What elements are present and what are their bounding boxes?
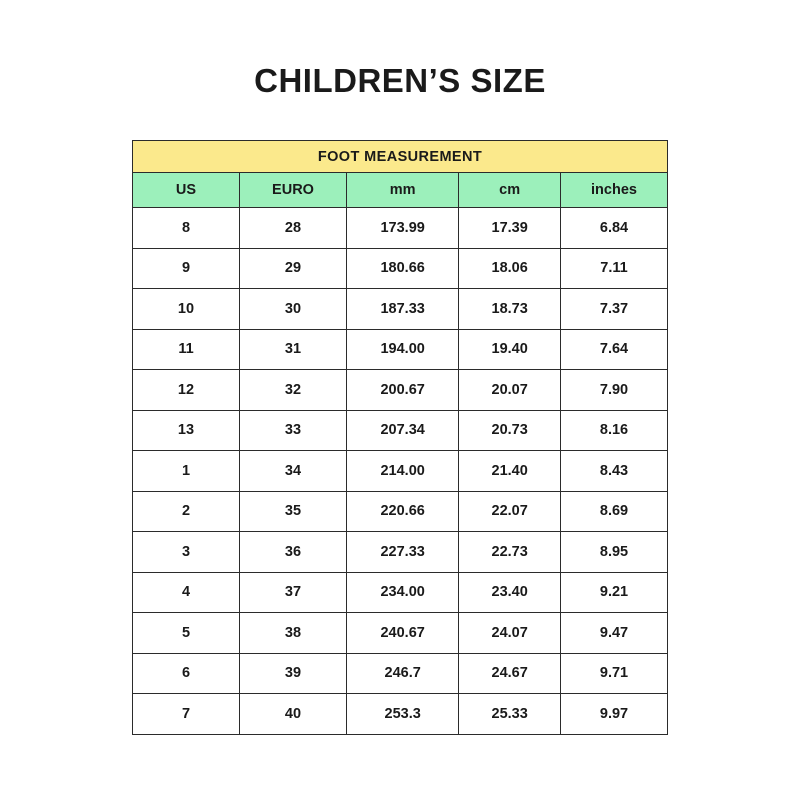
cell-mm: 234.00	[347, 572, 459, 613]
cell-mm: 187.33	[347, 289, 459, 330]
cell-euro: 35	[240, 491, 347, 532]
cell-us: 8	[133, 208, 240, 249]
foot-measurement-table	[132, 140, 668, 735]
cell-euro: 38	[240, 613, 347, 654]
cell-inches: 7.64	[560, 329, 667, 370]
cell-euro: 40	[240, 694, 347, 735]
column-header-inches: inches	[560, 173, 667, 208]
cell-cm: 20.07	[459, 370, 561, 411]
table-head	[133, 141, 668, 208]
table-row	[133, 410, 668, 451]
cell-mm: 207.34	[347, 410, 459, 451]
cell-mm: 227.33	[347, 532, 459, 573]
table-row	[133, 370, 668, 411]
cell-us: 4	[133, 572, 240, 613]
table-row	[133, 289, 668, 330]
cell-inches: 8.43	[560, 451, 667, 492]
cell-us: 3	[133, 532, 240, 573]
cell-mm: 240.67	[347, 613, 459, 654]
table-header-row	[133, 173, 668, 208]
cell-cm: 20.73	[459, 410, 561, 451]
cell-us: 11	[133, 329, 240, 370]
cell-mm: 194.00	[347, 329, 459, 370]
table-row	[133, 694, 668, 735]
cell-inches: 9.47	[560, 613, 667, 654]
cell-euro: 34	[240, 451, 347, 492]
size-table-container	[132, 140, 668, 735]
cell-inches: 6.84	[560, 208, 667, 249]
cell-cm: 19.40	[459, 329, 561, 370]
table-row	[133, 532, 668, 573]
cell-inches: 9.21	[560, 572, 667, 613]
cell-us: 12	[133, 370, 240, 411]
cell-mm: 220.66	[347, 491, 459, 532]
cell-mm: 200.67	[347, 370, 459, 411]
cell-euro: 39	[240, 653, 347, 694]
cell-cm: 22.73	[459, 532, 561, 573]
cell-cm: 24.67	[459, 653, 561, 694]
table-row	[133, 572, 668, 613]
page-title: CHILDREN’S SIZE	[254, 62, 546, 99]
cell-mm: 246.7	[347, 653, 459, 694]
cell-us: 6	[133, 653, 240, 694]
cell-inches: 7.37	[560, 289, 667, 330]
cell-inches: 8.69	[560, 491, 667, 532]
cell-inches: 8.16	[560, 410, 667, 451]
table-banner-title: FOOT MEASUREMENT	[133, 141, 668, 173]
cell-cm: 22.07	[459, 491, 561, 532]
column-header-euro: EURO	[240, 173, 347, 208]
table-row	[133, 329, 668, 370]
cell-cm: 25.33	[459, 694, 561, 735]
cell-inches: 9.97	[560, 694, 667, 735]
cell-us: 5	[133, 613, 240, 654]
cell-us: 10	[133, 289, 240, 330]
table-row	[133, 208, 668, 249]
table-row	[133, 613, 668, 654]
table-body	[133, 208, 668, 735]
cell-inches: 9.71	[560, 653, 667, 694]
column-header-mm: mm	[347, 173, 459, 208]
cell-us: 7	[133, 694, 240, 735]
cell-cm: 21.40	[459, 451, 561, 492]
cell-inches: 7.11	[560, 248, 667, 289]
cell-mm: 214.00	[347, 451, 459, 492]
cell-euro: 37	[240, 572, 347, 613]
column-header-cm: cm	[459, 173, 561, 208]
cell-cm: 23.40	[459, 572, 561, 613]
cell-cm: 24.07	[459, 613, 561, 654]
cell-euro: 28	[240, 208, 347, 249]
cell-euro: 30	[240, 289, 347, 330]
cell-euro: 29	[240, 248, 347, 289]
cell-euro: 33	[240, 410, 347, 451]
cell-us: 13	[133, 410, 240, 451]
cell-euro: 36	[240, 532, 347, 573]
cell-mm: 180.66	[347, 248, 459, 289]
table-banner-row	[133, 141, 668, 173]
cell-us: 1	[133, 451, 240, 492]
table-row	[133, 451, 668, 492]
cell-mm: 173.99	[347, 208, 459, 249]
column-header-us: US	[133, 173, 240, 208]
cell-us: 2	[133, 491, 240, 532]
table-row	[133, 653, 668, 694]
cell-euro: 31	[240, 329, 347, 370]
cell-cm: 18.06	[459, 248, 561, 289]
cell-cm: 17.39	[459, 208, 561, 249]
cell-us: 9	[133, 248, 240, 289]
cell-inches: 7.90	[560, 370, 667, 411]
cell-cm: 18.73	[459, 289, 561, 330]
table-row	[133, 248, 668, 289]
table-row	[133, 491, 668, 532]
cell-mm: 253.3	[347, 694, 459, 735]
cell-inches: 8.95	[560, 532, 667, 573]
cell-euro: 32	[240, 370, 347, 411]
